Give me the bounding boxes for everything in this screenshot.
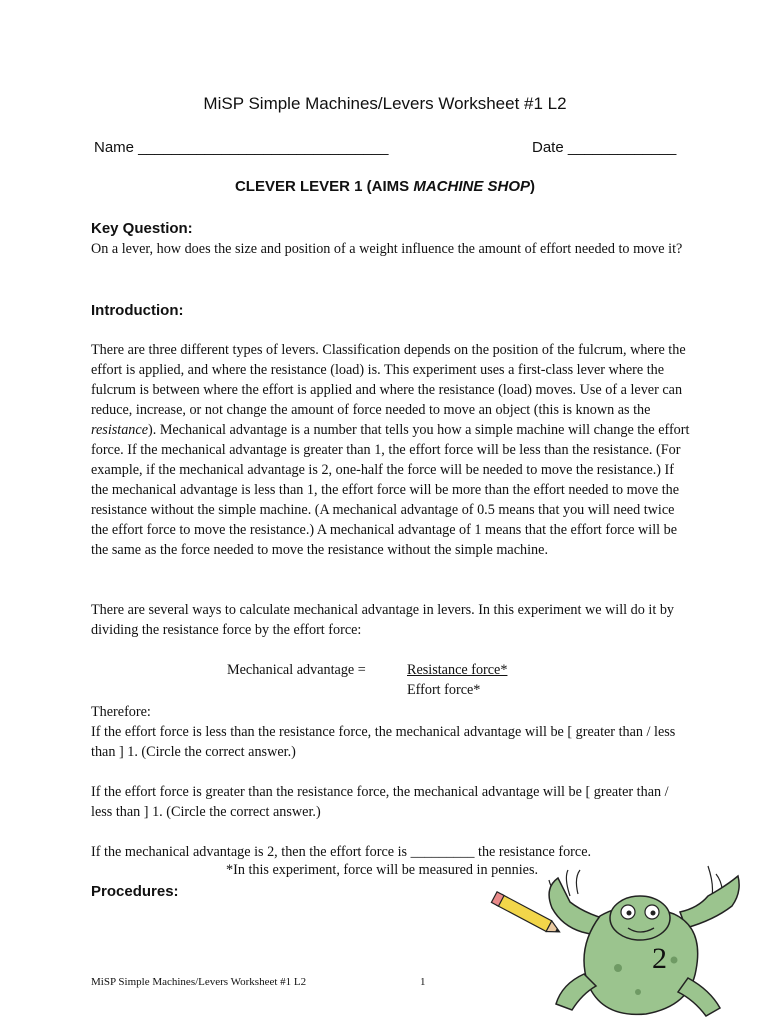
footer-title: MiSP Simple Machines/Levers Worksheet #1 L2 (91, 976, 307, 988)
introduction-paragraph (91, 340, 691, 560)
footnote: *In this experiment, force will be measured in pennies. (226, 862, 539, 878)
intro-text-a: There are three different types of levers. Classification depends on the position of the fulcrum, where the effort is applied, and where the resistance (load) is. This experiment uses a first-class lever where the fulcrum is between where the effort is applied and where the resistance (load) moves. Use of a lever can reduce, increase, or not change the amount of force needed to move an object (this is known as the (91, 342, 686, 418)
formula-lhs: Mechanical advantage = (227, 662, 366, 678)
frog-mascot-illustration (488, 856, 770, 1024)
question-1: If the effort force is less than the resistance force, the mechanical advantage will be [ greater than / less than ] 1. (Circle the correct answer.) (91, 724, 676, 760)
subtitle-suffix: ) (530, 178, 536, 195)
introduction-heading: Introduction: (91, 302, 184, 319)
key-question-text: On a lever, how does the size and position of a weight influence the amount of effort needed to move it? (91, 241, 683, 257)
page-number: 1 (420, 976, 426, 988)
intro-text-emphasis: resistance (91, 422, 148, 438)
intro-text-b: ). Mechanical advantage is a number that tells you how a simple machine will change the effort force. If the mechanical advantage is greater than 1, the effort force will be less than the resistance. (For example, if the mechanical advantage is 2, one-half the force will be needed to move the resistance.) If the mechanical advantage is less than 1, the effort force will be more than the effort needed to move the resistance without the simple machine. (A mechanical advantage of 0.5 means that you will need twice the effort force to move the resistance.) A mechanical advantage of 1 means that the effort force will be the same as the force needed to move the resistance without the simple machine. (91, 422, 690, 558)
question-3: If the mechanical advantage is 2, then the effort force is _________ the resistance force. (91, 844, 592, 860)
formula-numerator: Resistance force* (407, 662, 508, 678)
key-question-heading: Key Question: (91, 220, 193, 237)
name-field[interactable]: Name ______________________________ (94, 139, 389, 156)
frog-icon (488, 856, 770, 1024)
date-field[interactable]: Date _____________ (532, 139, 677, 156)
calculation-paragraph: There are several ways to calculate mechanical advantage in levers. In this experiment we will do it by dividing the resistance force by the effort force: (91, 602, 675, 638)
activity-subtitle (0, 178, 770, 195)
therefore-label: Therefore: (91, 704, 151, 720)
frog-number: 2 (652, 942, 667, 975)
question-2: If the effort force is greater than the resistance force, the mechanical advantage will be [ greater than / less than ] 1. (Circle the correct answer.) (91, 784, 669, 820)
worksheet-title: MiSP Simple Machines/Levers Worksheet #1 L2 (203, 94, 567, 113)
procedures-heading: Procedures: (91, 883, 179, 900)
subtitle-prefix: CLEVER LEVER 1 (AIMS (234, 178, 414, 195)
subtitle-emphasis: MACHINE SHOP (413, 178, 531, 195)
formula-denominator: Effort force* (407, 682, 481, 698)
